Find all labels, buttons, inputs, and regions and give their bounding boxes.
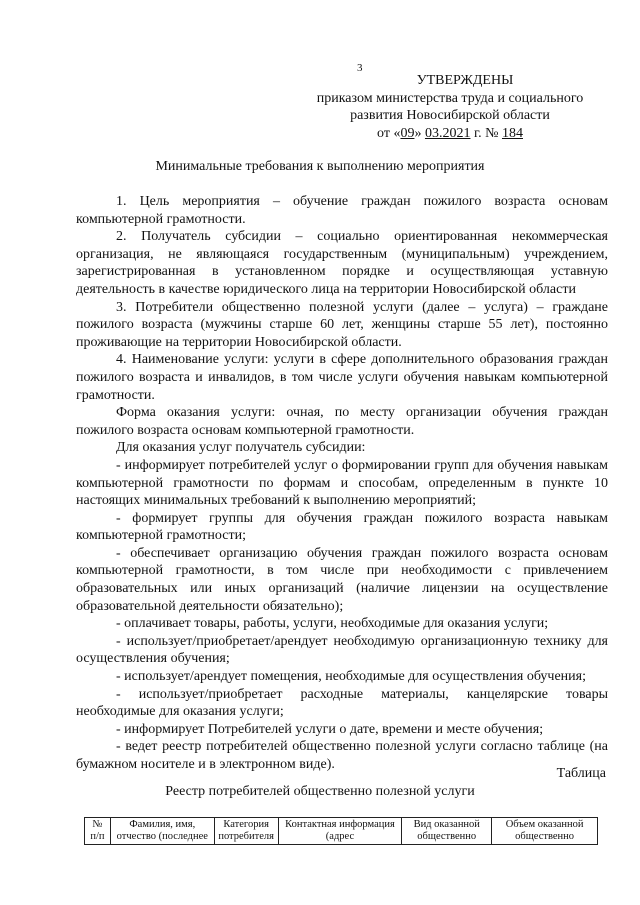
approval-block — [300, 72, 600, 142]
table-header-cell: Фамилия, имя, отчество (последнее — [110, 818, 214, 845]
table-header-cell: Объем оказанной общественно — [492, 818, 598, 845]
paragraph: Форма оказания услуги: очная, по месту организации обучения граждан пожилого возраста основам компьютерной грамотности. — [76, 405, 608, 438]
date-mid: » — [414, 125, 425, 141]
approval-title: УТВЕРЖДЕНЫ — [416, 73, 514, 88]
paragraph: - использует/приобретает расходные материалы, канцелярские товары необходимые для оказания услуги; — [76, 686, 608, 720]
approval-month-year: 03.2021 — [424, 125, 471, 141]
paragraph: - использует/приобретает/арендует необходимую организационную технику для осуществления обучения; — [76, 633, 608, 667]
approval-date-line — [300, 125, 600, 143]
paragraph: - оплачивает товары, работы, услуги, необходимые для оказания услуги; — [116, 616, 549, 632]
paragraph: - ведет реестр потребителей общественно полезной услуги согласно таблице (на бумажном носителе и в электронном виде). — [76, 739, 608, 772]
approval-number: 184 — [501, 125, 523, 141]
paragraph: - формирует группы для обучения граждан пожилого возраста навыкам компьютерной грамотности; — [76, 510, 608, 544]
paragraph: - информирует потребителей услуг о формировании групп для обучения навыкам компьютерной грамотности по формам и способам, определенным в пункте 10 настоящих минимальных требований к выполнению мероприятий; — [76, 457, 608, 509]
document-body — [76, 193, 608, 774]
table-title: Реестр потребителей общественно полезной услуги — [165, 784, 475, 799]
paragraph: 4. Наименование услуги: услуги в сфере дополнительного образования граждан пожилого возраста и инвалидов, в том числе услуги обучения навыкам компьютерной грамотности. — [76, 352, 608, 403]
paragraph: - использует/арендует помещения, необходимые для осуществления обучения; — [116, 669, 586, 685]
table-header-cell: Вид оказанной общественно — [402, 818, 492, 845]
paragraph: 3. Потребители общественно полезной услуги (далее – услуга) – граждане пожилого возраста (мужчины старше 60 лет, женщины старше 55 лет), постоянно проживающие на территории Новосибирской области. — [76, 299, 608, 350]
table-header-cell: Контактная информация (адрес — [278, 818, 402, 845]
paragraph: 1. Цель мероприятия – обучение граждан пожилого возраста основам компьютерной грамотности. — [76, 194, 608, 227]
table-header-cell: № п/п — [85, 818, 111, 845]
table-header-row — [85, 818, 598, 845]
paragraph: - информирует Потребителей услуги о дате, времени и месте обучения; — [116, 721, 544, 737]
approval-day: 09 — [400, 125, 415, 141]
date-prefix: от « — [377, 125, 401, 141]
number-prefix: г. № — [470, 125, 502, 141]
approval-line-1: приказом министерства труда и социального — [316, 90, 584, 106]
paragraph: - обеспечивает организацию обучения граждан пожилого возраста основам компьютерной грамотности, в том числе при необходимости с привлечением образовательных или иных организаций (наличие лицензии на осуществление образовательной деятельности обязательно); — [76, 545, 608, 614]
approval-line-2: развития Новосибирской области — [350, 108, 550, 123]
page-number: 3 — [357, 62, 363, 74]
registry-table — [84, 817, 598, 845]
table-label: Таблица — [556, 766, 606, 781]
paragraph: 2. Получатель субсидии – социально ориентированная некоммерческая организация, не являющаяся государственным (муниципальным) учреждением, зарегистрированная в установленном порядке и осуществляющая уставную деятельность в качестве юридического лица на территории Новосибирской области — [76, 229, 608, 297]
document-title: Минимальные требования к выполнению мероприятия — [155, 159, 485, 174]
table-header-cell: Категория потребителя — [214, 818, 278, 845]
paragraph: Для оказания услуг получатель субсидии: — [116, 440, 366, 456]
